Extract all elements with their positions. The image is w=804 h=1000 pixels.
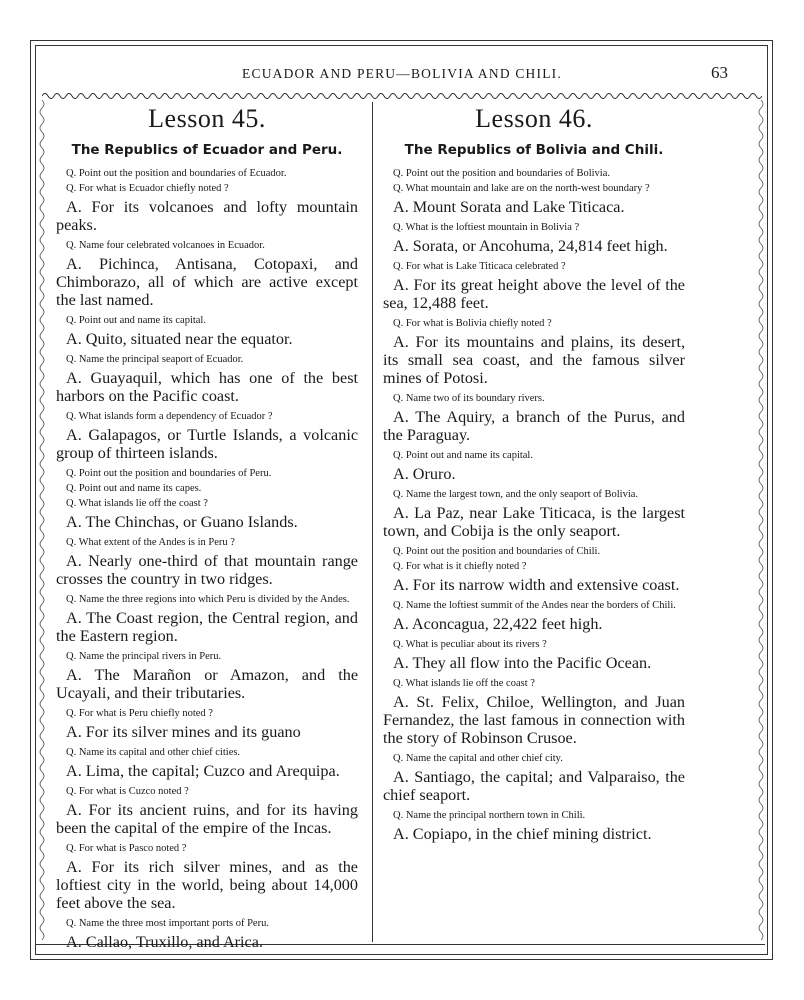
question: Q. What islands lie off the coast ?: [393, 678, 535, 689]
question: Q. Name two of its boundary rivers.: [393, 393, 545, 404]
lesson-heading: Lesson 45.: [148, 104, 266, 133]
qa-list: [56, 168, 358, 951]
question: Q. What islands lie off the coast ?: [66, 498, 208, 509]
answer: A. Aconcagua, 22,422 feet high.: [393, 615, 603, 633]
answer: A. The Coast region, the Central region, and the Eastern region.: [56, 609, 358, 645]
answer: A. Galapagos, or Turtle Islands, a volcanic group of thirteen islands.: [56, 426, 358, 462]
answer: A. Nearly one-third of that mountain range crosses the country in two ridges.: [56, 552, 358, 588]
question: Q. Name the principal seaport of Ecuador.: [66, 354, 244, 365]
question: Q. Name the loftiest summit of the Andes near the borders of Chili.: [393, 600, 676, 611]
question: Q. Point out the position and boundaries of Chili.: [393, 546, 601, 557]
question: Q. What islands form a dependency of Ecuador ?: [66, 411, 273, 422]
lesson-subtitle: The Republics of Ecuador and Peru.: [71, 142, 343, 158]
question: Q. For what is Bolivia chiefly noted ?: [393, 318, 552, 329]
question: Q. What extent of the Andes is in Peru ?: [66, 537, 235, 548]
answer: A. The Chinchas, or Guano Islands.: [66, 513, 298, 531]
answer: A. Lima, the capital; Cuzco and Arequipa.: [66, 762, 340, 780]
question: Q. Point out the position and boundaries of Ecuador.: [66, 168, 287, 179]
page-number: 63: [711, 63, 728, 82]
question: Q. What is the loftiest mountain in Bolivia ?: [393, 222, 580, 233]
answer: A. The Marañon or Amazon, and the Ucayali, and their tributaries.: [56, 666, 358, 702]
question: Q. Name the principal rivers in Peru.: [66, 651, 222, 662]
question: Q. Point out the position and boundaries of Bolivia.: [393, 168, 610, 179]
answer: A. For its great height above the level of the sea, 12,488 feet.: [383, 276, 685, 312]
column-divider: [372, 102, 373, 942]
answer: A. Oruro.: [393, 465, 456, 483]
answer: A. Guayaquil, which has one of the best harbors on the Pacific coast.: [56, 369, 358, 405]
answer: A. For its volcanoes and lofty mountain peaks.: [56, 198, 358, 234]
question: Q. What mountain and lake are on the north-west boundary ?: [393, 183, 650, 194]
question: Q. Point out and name its capital.: [66, 315, 206, 326]
answer: A. La Paz, near Lake Titicaca, is the largest town, and Cobija is the only seaport.: [383, 504, 685, 540]
answer: A. Pichinca, Antisana, Cotopaxi, and Chimborazo, all of which are active except the last named.: [56, 255, 358, 309]
running-title: ECUADOR AND PERU—BOLIVIA AND CHILI.: [242, 66, 562, 81]
right-ornament: [757, 100, 765, 940]
question: Q. Point out and name its capital.: [393, 450, 533, 461]
question: Q. Name the capital and other chief city.: [393, 753, 563, 764]
answer: A. Quito, situated near the equator.: [66, 330, 293, 348]
answer: A. For its rich silver mines, and as the loftiest city in the world, being about 14,000 feet above the sea.: [56, 858, 358, 912]
question: Q. Name the three regions into which Peru is divided by the Andes.: [66, 594, 350, 605]
lesson-45-column: [56, 104, 358, 957]
question: Q. Name the principal northern town in Chili.: [393, 810, 586, 821]
question: Q. Name its capital and other chief cities.: [66, 747, 241, 758]
left-ornament: [38, 100, 46, 940]
answer: A. For its narrow width and extensive coast.: [393, 576, 680, 594]
answer: A. Copiapo, in the chief mining district.: [393, 825, 652, 843]
question: Q. Name the three most important ports of Peru.: [66, 918, 269, 929]
answer: A. For its ancient ruins, and for its having been the capital of the empire of the Incas.: [56, 801, 358, 837]
answer: A. St. Felix, Chiloe, Wellington, and Juan Fernandez, the last famous in connection with the story of Robinson Crusoe.: [383, 693, 685, 747]
lesson-46-column: [383, 104, 685, 849]
question: Q. For what is Peru chiefly noted ?: [66, 708, 213, 719]
answer: A. For its mountains and plains, its desert, its small sea coast, and the famous silver mines of Potosi.: [383, 333, 685, 387]
question: Q. What is peculiar about its rivers ?: [393, 639, 547, 650]
answer: A. Callao, Truxillo, and Arica.: [66, 933, 263, 951]
question: Q. For what is Ecuador chiefly noted ?: [66, 183, 229, 194]
question: Q. For what is Lake Titicaca celebrated ?: [393, 261, 566, 272]
question: Q. Point out the position and boundaries of Peru.: [66, 468, 272, 479]
question: Q. For what is it chiefly noted ?: [393, 561, 527, 572]
answer: A. Santiago, the capital; and Valparaiso, the chief seaport.: [383, 768, 685, 804]
answer: A. Mount Sorata and Lake Titicaca.: [393, 198, 625, 216]
header-wavy-rule: [42, 90, 762, 102]
qa-list: [383, 168, 685, 843]
question: Q. For what is Cuzco noted ?: [66, 786, 189, 797]
question: Q. Point out and name its capes.: [66, 483, 202, 494]
answer: A. The Aquiry, a branch of the Purus, and the Paraguay.: [383, 408, 685, 444]
question: Q. Name four celebrated volcanoes in Ecuador.: [66, 240, 265, 251]
lesson-heading: Lesson 46.: [475, 104, 593, 133]
lesson-subtitle: The Republics of Bolivia and Chili.: [404, 142, 664, 158]
question: Q. For what is Pasco noted ?: [66, 843, 187, 854]
answer: A. They all flow into the Pacific Ocean.: [393, 654, 652, 672]
question: Q. Name the largest town, and the only seaport of Bolivia.: [393, 489, 639, 500]
answer: A. Sorata, or Ancohuma, 24,814 feet high.: [393, 237, 668, 255]
answer: A. For its silver mines and its guano: [66, 723, 301, 741]
